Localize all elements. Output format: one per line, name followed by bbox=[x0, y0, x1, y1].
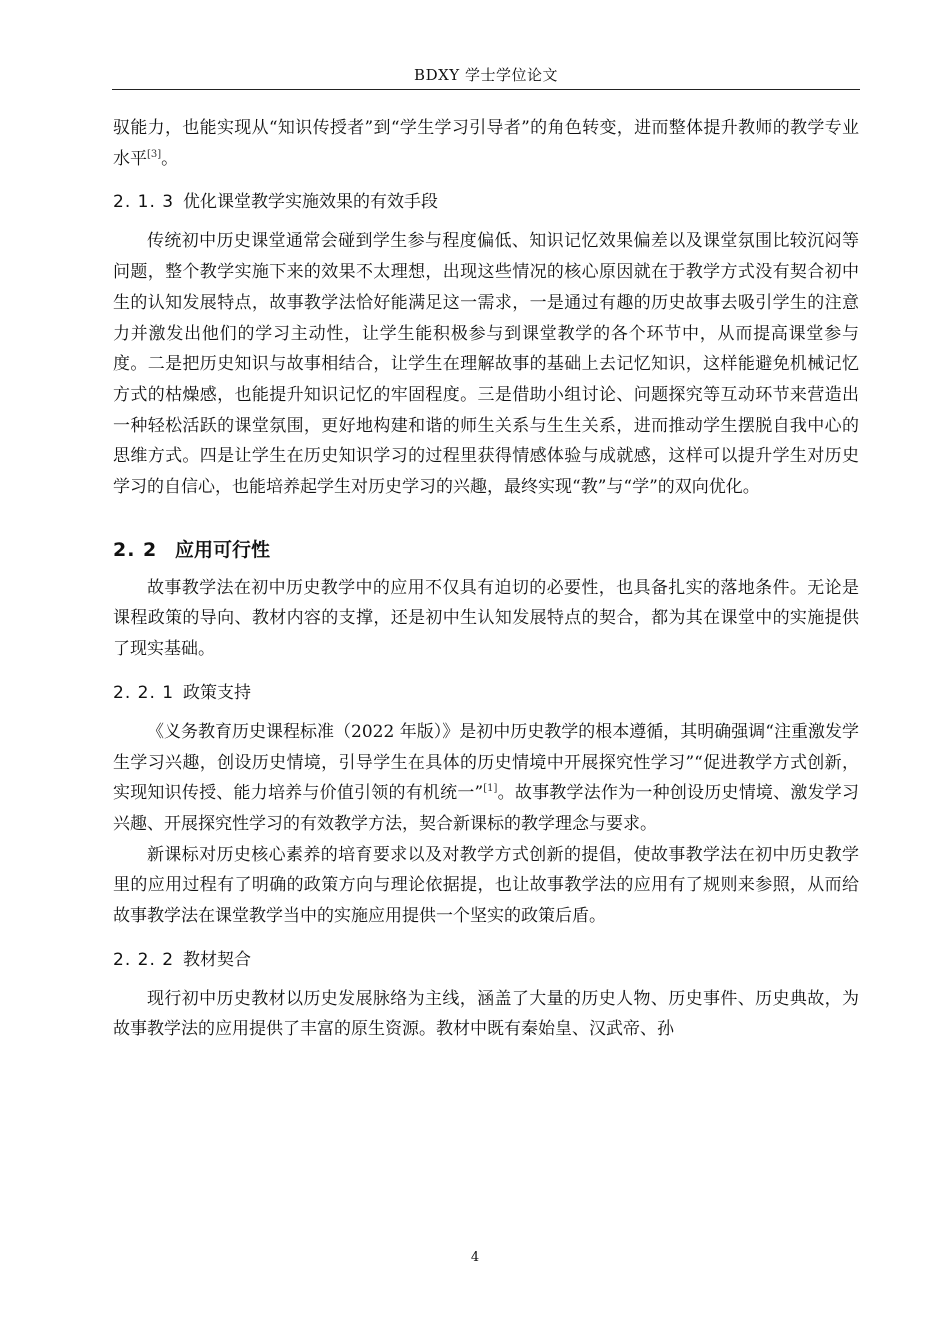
section-heading-2-2-2 bbox=[113, 945, 859, 975]
paragraph: 故事教学法在初中历史教学中的应用不仅具有迫切的必要性，也具备扎实的落地条件。无论是课程政策的导向、教材内容的支撑，还是初中生认知发展特点的契合，都为其在课堂中的实施提供了现实基础。 bbox=[113, 577, 859, 660]
section-title: 应用可行性 bbox=[175, 538, 271, 561]
page-header-title: BDXY 学士学位论文 bbox=[414, 66, 558, 84]
header-divider bbox=[112, 89, 860, 90]
paragraph-text-end: 。故事教学法作为一种创设历史情境、激发学习兴趣、开展探究性学习的有效教学方法，契合新课标的教学理念与要求。 bbox=[113, 783, 859, 834]
paragraph bbox=[113, 717, 859, 840]
section-heading-2-1-3 bbox=[113, 187, 859, 217]
section-number: 2. 2 bbox=[113, 538, 158, 561]
paragraph-continued bbox=[113, 113, 859, 174]
citation-ref: [3] bbox=[147, 148, 162, 160]
section-number: 2. 2. 2 bbox=[113, 949, 175, 970]
citation-ref: [1] bbox=[483, 783, 498, 795]
page-number: 4 bbox=[470, 1250, 480, 1265]
section-number: 2. 2. 1 bbox=[113, 682, 175, 703]
paragraph: 新课标对历史核心素养的培育要求以及对教学方式创新的提倡，使故事教学法在初中历史教学里的应用过程有了明确的政策方向与理论依据提，也让故事教学法的应用有了规则来参照，从而给故事教学法在课堂教学当中的实施应用提供一个坚实的政策后盾。 bbox=[113, 844, 859, 927]
section-title: 优化课堂教学实施效果的有效手段 bbox=[183, 192, 438, 213]
paragraph-text: 驭能力，也能实现从“知识传授者”到“学生学习引导者”的角色转变，进而整体提升教师的教学专业水平 bbox=[113, 118, 859, 169]
section-heading-2-2-1 bbox=[113, 678, 859, 708]
paragraph-text-end: 。 bbox=[161, 148, 179, 169]
paragraph: 现行初中历史教材以历史发展脉络为主线，涵盖了大量的历史人物、历史事件、历史典故，为故事教学法的应用提供了丰富的原生资源。教材中既有秦始皇、汉武帝、孙 bbox=[113, 988, 859, 1040]
section-number: 2. 1. 3 bbox=[113, 192, 175, 213]
section-title: 政策支持 bbox=[183, 682, 251, 703]
paragraph: 传统初中历史课堂通常会碰到学生参与程度偏低、知识记忆效果偏差以及课堂氛围比较沉闷等问题，整个教学实施下来的效果不太理想，出现这些情况的核心原因就在于教学方式没有契合初中生的认知发展特点，故事教学法恰好能满足这一需求，一是通过有趣的历史故事去吸引学生的注意力并激发出他们的学习主动性，让学生能积极参与到课堂教学的各个环节中，从而提高课堂参与度。二是把历史知识与故事相结合，让学生在理解故事的基础上去记忆知识，这样能避免机械记忆方式的枯燥感，也能提升知识记忆的牢固程度。三是借助小组讨论、问题探究等互动环节来营造出一种轻松活跃的课堂氛围，更好地构建和谐的师生关系与生生关系，进而推动学生摆脱自我中心的思维方式。四是让学生在历史知识学习的过程里获得情感体验与成就感，这样可以提升学生对历史学习的自信心，也能培养起学生对历史学习的兴趣，最终实现“教”与“学”的双向优化。 bbox=[113, 231, 859, 498]
section-heading-2-2 bbox=[113, 535, 859, 565]
document-body bbox=[113, 113, 859, 1045]
paragraph-text: 《义务教育历史课程标准（2022 年版）》是初中历史教学的根本遵循，其明确强调“注重激发学生学习兴趣，创设历史情境，引导学生在具体的历史情境中开展探究性学习”“促进教学方式创新，实现知识传授、能力培养与价值引领的有机统一” bbox=[113, 721, 859, 804]
section-title: 教材契合 bbox=[183, 949, 251, 970]
